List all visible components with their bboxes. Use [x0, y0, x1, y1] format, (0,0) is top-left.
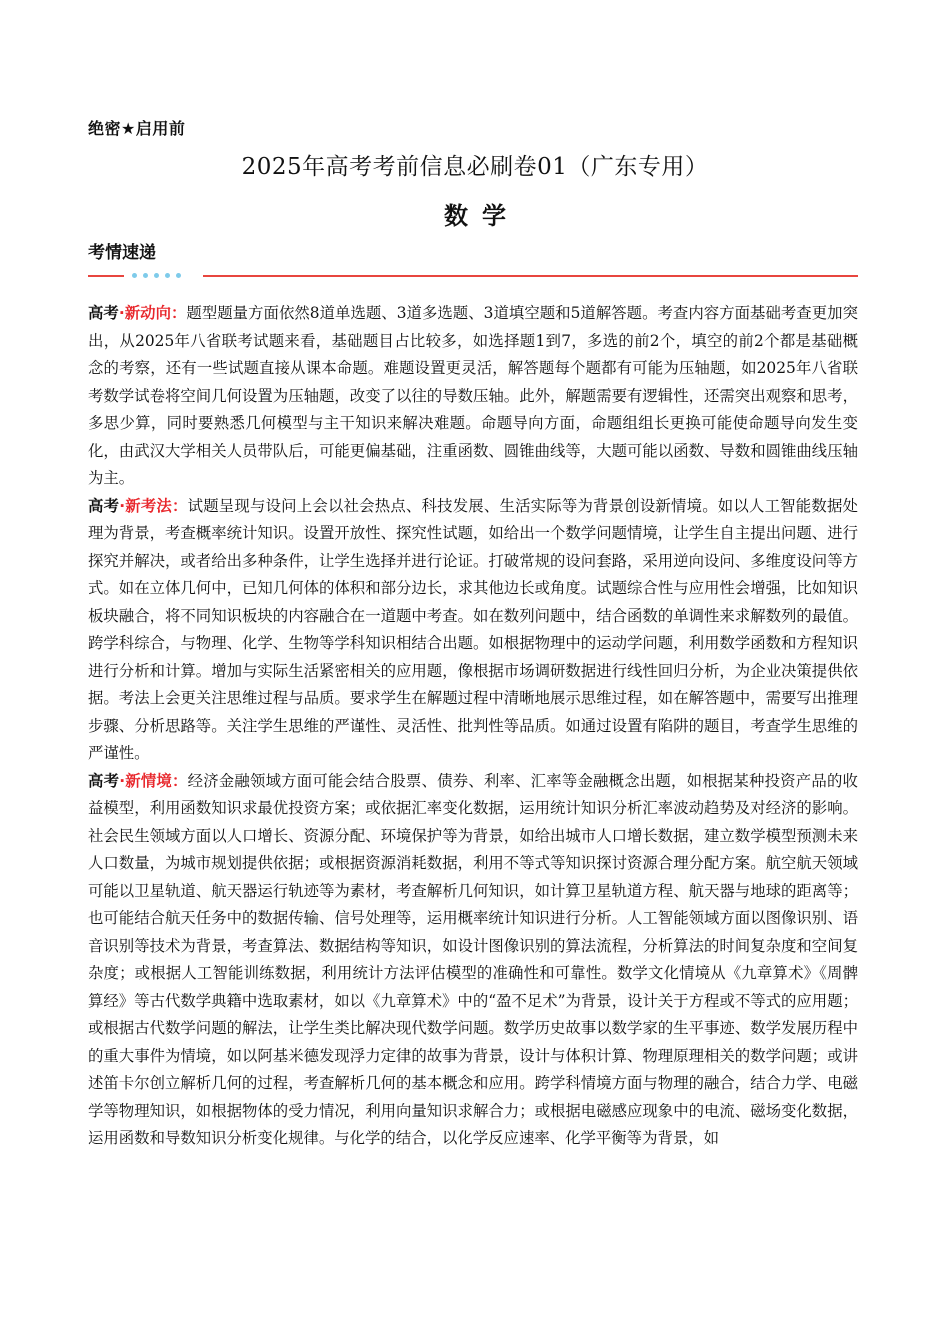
paragraph-new-method	[88, 493, 858, 768]
paragraph-label-colon: ：	[171, 304, 187, 322]
paragraph-new-trend	[88, 300, 858, 493]
paragraph-body: 试题呈现与设问上会以社会热点、科技发展、生活实际等为背景创设新情境。如以人工智能数据处理为背景，考查概率统计知识。设置开放性、探究性试题，如给出一个数学问题情境，让学生自主提出问题、进行探究并解决，或者给出多种条件，让学生选择并进行论证。打破常规的设问套路，采用逆向设问、多维度设问等方式。如在立体几何中，已知几何体的体积和部分边长，求其他边长或角度。试题综合性与应用性会增强，比如知识板块融合，将不同知识板块的内容融合在一道题中考查。如在数列问题中，结合函数的单调性来求解数列的最值。跨学科综合，与物理、化学、生物等学科知识相结合出题。如根据物理中的运动学问题，利用数学函数和方程知识进行分析和计算。增加与实际生活紧密相关的应用题，像根据市场调研数据进行线性回归分析，为企业决策提供依据。考法上会更关注思维过程与品质。要求学生在解题过程中清晰地展示思维过程，如在解答题中，需要写出推理步骤、分析思路等。关注学生思维的严谨性、灵活性、批判性等品质。如通过设置有陷阱的题目，考查学生思维的严谨性。	[88, 496, 858, 762]
subject-title: 数学	[444, 201, 520, 230]
paragraph-label-dot: ·	[119, 771, 126, 790]
paragraph-new-context	[88, 768, 858, 1153]
divider-dot	[165, 273, 170, 278]
section-heading: 考情速递	[88, 243, 156, 263]
section-divider	[88, 268, 858, 284]
paragraph-label-colon: ：	[172, 771, 188, 790]
divider-dot	[176, 273, 181, 278]
divider-dots	[132, 271, 181, 281]
divider-line-left	[88, 275, 124, 277]
content-body	[88, 300, 858, 1320]
paragraph-label-dot: ·	[119, 496, 126, 515]
divider-dot	[143, 273, 148, 278]
paragraph-label-dot: ·	[118, 304, 125, 322]
paragraph-label-colon: ：	[172, 496, 188, 515]
paragraph-label-key: 新动向	[124, 304, 171, 322]
paragraph-label-key: 新情境	[125, 771, 173, 790]
confidential-label: 绝密★启用前	[88, 119, 186, 138]
paragraph-body: 经济金融领域方面可能会结合股票、债券、利率、汇率等金融概念出题，如根据某种投资产品的收益模型，利用函数知识求最优投资方案；或依据汇率变化数据，运用统计知识分析汇率波动趋势及对经济的影响。社会民生领域方面以人口增长、资源分配、环境保护等为背景，如给出城市人口增长数据，建立数学模型预测未来人口数量，为城市规划提供依据；或根据资源消耗数据，利用不等式等知识探讨资源合理分配方案。航空航天领域可能以卫星轨道、航天器运行轨迹等为素材，考查解析几何知识，如计算卫星轨道方程、航天器与地球的距离等；也可能结合航天任务中的数据传输、信号处理等，运用概率统计知识进行分析。人工智能领域方面以图像识别、语音识别等技术为背景，考查算法、数据结构等知识，如设计图像识别的算法流程，分析算法的时间复杂度和空间复杂度；或根据人工智能训练数据，利用统计方法评估模型的准确性和可靠性。数学文化情境从《九章算术》《周髀算经》等古代数学典籍中选取素材，如以《九章算术》中的“盈不足术”为背景，设计关于方程或不等式的应用题；或根据古代数学问题的解法，让学生类比解决现代数学问题。数学历史故事以数学家的生平事迹、数学发展历程中的重大事件为情境，如以阿基米德发现浮力定律的故事为背景，设计与体积计算、物理原理相关的数学问题；或讲述笛卡尔创立解析几何的过程，考查解析几何的基本概念和应用。跨学科情境方面与物理的融合，结合力学、电磁学等物理知识，如根据物体的受力情况，利用向量知识求解合力；或根据电磁感应现象中的电流、磁场变化数据，运用函数和导数知识分析变化规律。与化学的结合，以化学反应速率、化学平衡等为背景，如	[88, 771, 858, 1147]
paragraph-label-prefix: 高考	[88, 496, 120, 515]
divider-line-right	[203, 275, 858, 277]
exam-title: 2025年高考考前信息必刷卷01（广东专用）	[241, 154, 709, 180]
paragraph-label-prefix: 高考	[88, 771, 120, 790]
paragraph-label-prefix: 高考	[88, 304, 119, 322]
paragraph-label-key: 新考法	[125, 496, 173, 515]
paragraph-body: 题型题量方面依然8道单选题、3道多选题、3道填空题和5道解答题。考查内容方面基础考查更加突出，从2025年八省联考试题来看，基础题目占比较多，如选择题1到7，多选的前2个，填空的前2个都是基础概念的考察，还有一些试题直接从课本命题。难题设置更灵活，解答题每个题都有可能为压轴题，如2025年八省联考数学试卷将空间几何设置为压轴题，改变了以往的导数压轴。此外，解题需要有逻辑性，还需突出观察和思考，多思少算，同时要熟悉几何模型与主干知识来解决难题。命题导向方面，命题组组长更换可能使命题导向发生变化，由武汉大学相关人员带队后，可能更偏基础，注重函数、圆锥曲线等，大题可能以函数、导数和圆锥曲线压轴为主。	[88, 304, 858, 487]
divider-dot	[154, 273, 159, 278]
divider-dot	[132, 273, 137, 278]
